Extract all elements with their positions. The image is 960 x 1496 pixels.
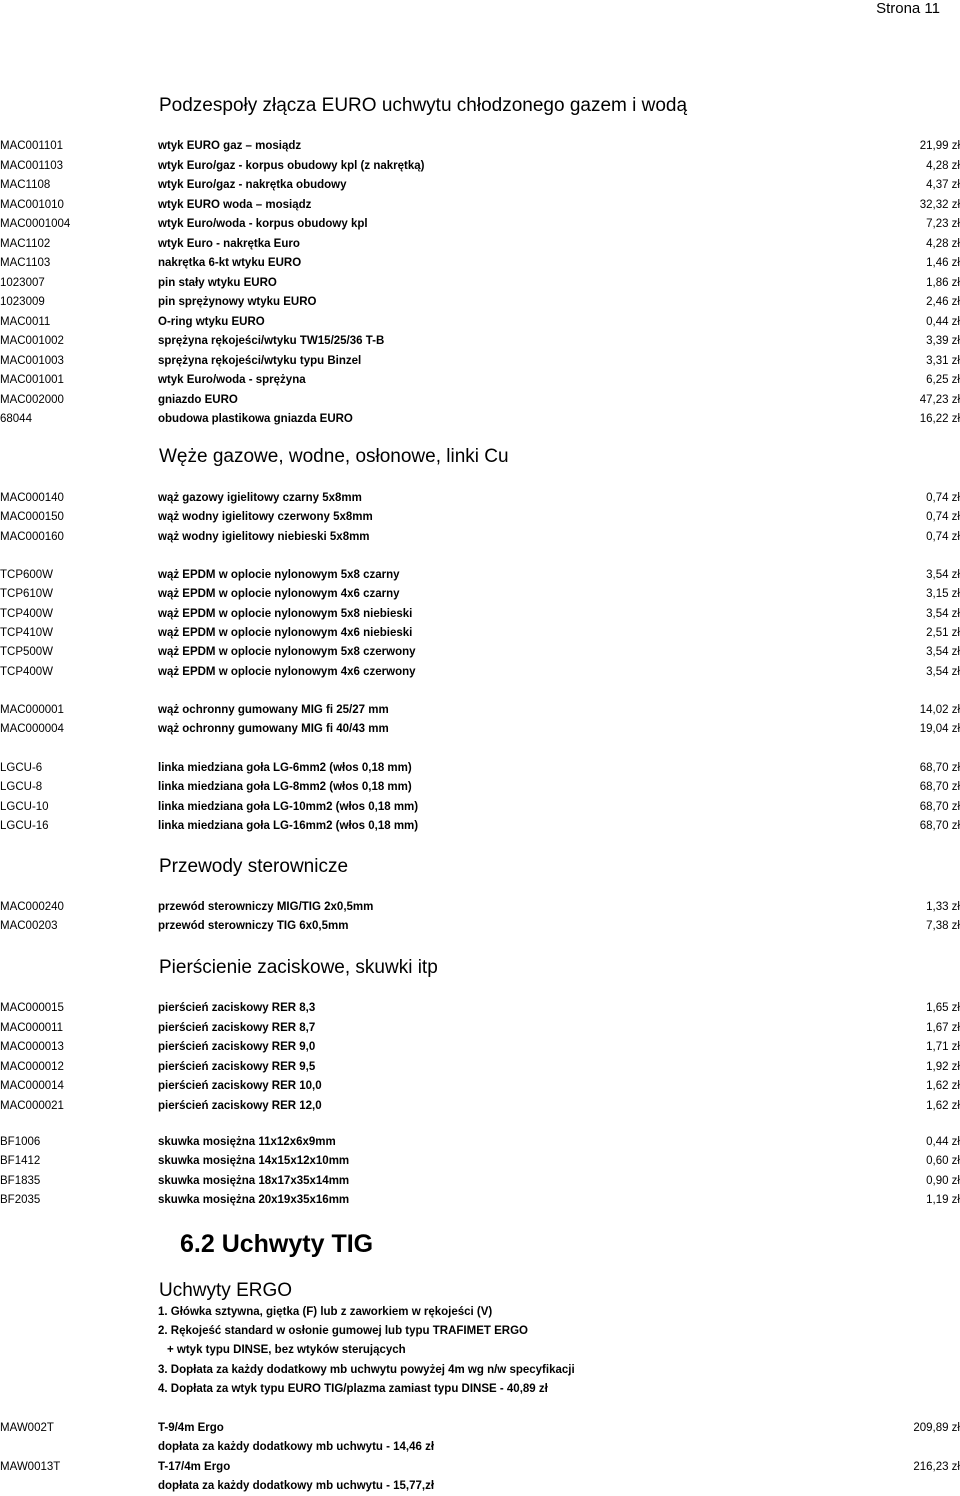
product-desc: wtyk EURO gaz – mosiądz xyxy=(158,140,302,152)
product-price: 1,62 zł xyxy=(926,1080,960,1092)
product-desc: pierścień zaciskowy RER 8,7 xyxy=(158,1021,316,1034)
product-price: 3,15 zł xyxy=(926,588,960,601)
product-code: MAC00203 xyxy=(0,920,58,933)
product-price: 14,02 zł xyxy=(919,704,960,716)
product-price: 0,74 zł xyxy=(926,492,960,504)
product-price: 68,70 zł xyxy=(919,781,960,794)
table-row xyxy=(0,508,960,527)
section-title-hoses: Węże gazowe, wodne, osłonowe, linki Cu xyxy=(159,446,509,467)
product-desc: wąż wodny igielitowy czerwony 5x8mm xyxy=(158,511,373,524)
table-row xyxy=(0,489,960,508)
table-row xyxy=(0,1097,960,1116)
table-row xyxy=(0,1172,960,1191)
product-desc: O-ring wtyku EURO xyxy=(158,315,265,328)
product-price: 47,23 zł xyxy=(919,393,960,406)
table-row xyxy=(0,1191,960,1210)
product-desc: wąż EPDM w oplocie nylonowym 5x8 czerwony xyxy=(158,646,416,659)
product-price: 3,54 zł xyxy=(926,646,960,659)
table-row xyxy=(0,1133,960,1152)
table-row xyxy=(0,1152,960,1171)
product-desc: linka miedziana goła LG-8mm2 (włos 0,18 mm) xyxy=(158,781,412,794)
table-row xyxy=(0,1419,960,1438)
table-row xyxy=(0,999,960,1018)
product-code: MAW002T xyxy=(0,1422,54,1434)
table-row xyxy=(0,371,960,390)
product-price: 4,28 zł xyxy=(926,237,960,250)
product-desc: wtyk Euro/gaz - korpus obudowy kpl (z nakrętką) xyxy=(158,159,425,172)
table-row xyxy=(0,137,960,156)
product-code: BF1006 xyxy=(0,1136,41,1148)
table-row xyxy=(0,215,960,234)
product-desc: wąż wodny igielitowy niebieski 5x8mm xyxy=(158,530,370,543)
product-code: LGCU-16 xyxy=(0,819,49,832)
product-price: 16,22 zł xyxy=(919,413,960,425)
subsection-title-ergo: Uchwyty ERGO xyxy=(159,1280,293,1301)
product-code: 68044 xyxy=(0,413,32,425)
tig-note-2b: + wtyk typu DINSE, bez wtyków sterujących xyxy=(167,1344,406,1356)
product-code: MAC000001 xyxy=(0,704,64,716)
section-title-control: Przewody sterownicze xyxy=(159,856,349,877)
product-desc: skuwka mosiężna 20x19x35x16mm xyxy=(158,1194,350,1207)
product-price: 4,28 zł xyxy=(926,159,960,172)
tig-note-2: 2. Rękojeść standard w osłonie gumowej lub typu TRAFIMET ERGO xyxy=(158,1325,528,1337)
table-row xyxy=(0,624,960,643)
product-desc: nakrętka 6-kt wtyku EURO xyxy=(158,257,302,269)
section-title-rings: Pierścienie zaciskowe, skuwki itp xyxy=(159,957,438,978)
product-code: MAC0011 xyxy=(0,315,51,328)
product-code: TCP410W xyxy=(0,626,54,639)
table-row xyxy=(0,701,960,720)
table-row xyxy=(0,176,960,195)
product-desc: gniazdo EURO xyxy=(158,393,238,406)
product-desc: T-17/4m Ergo xyxy=(158,1461,231,1473)
product-code: TCP610W xyxy=(0,588,54,601)
tig-note-4: 4. Dopłata za wtyk typu EURO TIG/plazma zamiast typu DINSE - 40,89 zł xyxy=(158,1383,548,1395)
product-price: 32,32 zł xyxy=(919,198,960,211)
product-desc: wtyk Euro/woda - sprężyna xyxy=(158,374,306,386)
product-price: 0,60 zł xyxy=(926,1155,960,1168)
product-desc: wąż EPDM w oplocie nylonowym 4x6 czerwony xyxy=(158,665,416,678)
product-price: 1,86 zł xyxy=(926,276,960,289)
product-code: MAC000140 xyxy=(0,492,64,504)
table-row xyxy=(0,293,960,312)
product-code: MAC1102 xyxy=(0,237,51,250)
product-desc: pierścień zaciskowy RER 9,5 xyxy=(158,1060,316,1073)
product-code: BF1835 xyxy=(0,1174,41,1187)
product-price: 3,54 zł xyxy=(926,569,960,581)
table-row xyxy=(0,605,960,624)
product-code: MAW0013T xyxy=(0,1461,61,1473)
table-row xyxy=(0,585,960,604)
product-desc: pierścień zaciskowy RER 9,0 xyxy=(158,1041,316,1053)
product-desc: pierścień zaciskowy RER 8,3 xyxy=(158,1002,316,1014)
product-desc: T-9/4m Ergo xyxy=(158,1422,224,1434)
table-row xyxy=(0,720,960,739)
table-row xyxy=(0,196,960,215)
product-price: 0,44 zł xyxy=(926,315,960,328)
table-row xyxy=(0,817,960,836)
product-desc: sprężyna rękojeści/wtyku typu Binzel xyxy=(158,354,362,367)
table-row xyxy=(0,1038,960,1057)
product-code: MAC000240 xyxy=(0,901,64,913)
product-price: 1,33 zł xyxy=(926,901,960,913)
table-row xyxy=(0,917,960,936)
product-price: 1,65 zł xyxy=(926,1002,960,1014)
product-code: BF2035 xyxy=(0,1194,41,1207)
product-desc: linka miedziana goła LG-6mm2 (włos 0,18 mm) xyxy=(158,762,412,774)
product-price: 0,90 zł xyxy=(926,1174,960,1187)
product-code: MAC000013 xyxy=(0,1041,64,1053)
section-title-tig: 6.2 Uchwyty TIG xyxy=(180,1230,374,1258)
table-row xyxy=(0,332,960,351)
product-code: MAC0001004 xyxy=(0,218,71,230)
product-price: 0,74 zł xyxy=(926,511,960,524)
product-price: 0,74 zł xyxy=(926,530,960,543)
page-number: Strona 11 xyxy=(876,0,940,17)
product-code: LGCU-8 xyxy=(0,781,43,794)
product-desc: wąż EPDM w oplocie nylonowym 4x6 czarny xyxy=(158,588,400,601)
table-row xyxy=(0,798,960,817)
product-price: 68,70 zł xyxy=(919,800,960,813)
table-row xyxy=(0,157,960,176)
tig-note-3: 3. Dopłata za każdy dodatkowy mb uchwytu powyżej 4m wg n/w specyfikacji xyxy=(158,1364,575,1376)
product-desc: pin sprężynowy wtyku EURO xyxy=(158,296,317,308)
product-code: 1023007 xyxy=(0,276,45,289)
product-desc: wąż gazowy igielitowy czarny 5x8mm xyxy=(158,492,362,504)
product-desc: linka miedziana goła LG-16mm2 (włos 0,18 mm) xyxy=(158,819,419,832)
product-price: 21,99 zł xyxy=(919,140,960,152)
product-price: 68,70 zł xyxy=(919,819,960,832)
product-desc: wtyk Euro/woda - korpus obudowy kpl xyxy=(158,218,368,230)
product-desc: wąż ochronny gumowany MIG fi 40/43 mm xyxy=(158,723,389,736)
tig-surcharge-1: dopłata za każdy dodatkowy mb uchwytu - 14,46 zł xyxy=(158,1441,435,1453)
product-code: MAC1108 xyxy=(0,179,51,191)
product-code: MAC000015 xyxy=(0,1002,64,1014)
product-desc: skuwka mosiężna 11x12x6x9mm xyxy=(158,1136,336,1148)
product-desc: wtyk Euro/gaz - nakrętka obudowy xyxy=(158,179,347,191)
product-code: MAC000011 xyxy=(0,1021,64,1034)
product-desc: skuwka mosiężna 18x17x35x14mm xyxy=(158,1174,350,1187)
product-code: MAC000160 xyxy=(0,530,64,543)
table-row xyxy=(0,528,960,547)
product-code: 1023009 xyxy=(0,296,45,308)
product-price: 68,70 zł xyxy=(919,762,960,774)
product-price: 3,54 zł xyxy=(926,665,960,678)
table-row xyxy=(0,1058,960,1077)
product-desc: wąż EPDM w oplocie nylonowym 4x6 niebieski xyxy=(158,626,413,639)
product-code: TCP600W xyxy=(0,569,54,581)
product-desc: skuwka mosiężna 14x15x12x10mm xyxy=(158,1155,350,1168)
product-price: 19,04 zł xyxy=(919,723,960,736)
product-price: 1,46 zł xyxy=(926,257,960,269)
product-price: 2,46 zł xyxy=(926,296,960,308)
product-price: 2,51 zł xyxy=(926,626,960,639)
table-row xyxy=(0,274,960,293)
product-code: TCP500W xyxy=(0,646,54,659)
product-desc: wtyk Euro - nakrętka Euro xyxy=(158,237,300,250)
product-code: LGCU-6 xyxy=(0,762,43,774)
table-row xyxy=(0,410,960,429)
table-row xyxy=(0,566,960,585)
section-title-euro: Podzespoły złącza EURO uchwytu chłodzonego gazem i wodą xyxy=(159,95,688,116)
product-price: 216,23 zł xyxy=(913,1461,960,1473)
product-price: 1,62 zł xyxy=(926,1099,960,1112)
table-row xyxy=(0,254,960,273)
product-desc: obudowa plastikowa gniazda EURO xyxy=(158,413,353,425)
product-desc: pierścień zaciskowy RER 10,0 xyxy=(158,1080,322,1092)
product-desc: wąż EPDM w oplocie nylonowym 5x8 czarny xyxy=(158,569,400,581)
product-desc: przewód sterowniczy TIG 6x0,5mm xyxy=(158,920,349,933)
product-code: MAC000021 xyxy=(0,1099,64,1112)
product-price: 7,38 zł xyxy=(926,920,960,933)
product-desc: sprężyna rękojeści/wtyku TW15/25/36 T-B xyxy=(158,335,385,347)
product-price: 6,25 zł xyxy=(926,374,960,386)
product-price: 3,39 zł xyxy=(926,335,960,347)
product-desc: linka miedziana goła LG-10mm2 (włos 0,18 mm) xyxy=(158,800,419,813)
product-code: MAC000012 xyxy=(0,1060,64,1073)
tig-note-1: 1. Główka sztywna, giętka (F) lub z zaworkiem w rękojeści (V) xyxy=(158,1306,493,1318)
product-code: MAC001010 xyxy=(0,198,64,211)
product-price: 3,54 zł xyxy=(926,607,960,620)
product-code: MAC000150 xyxy=(0,511,64,524)
product-price: 209,89 zł xyxy=(913,1422,960,1434)
table-row xyxy=(0,313,960,332)
table-row xyxy=(0,352,960,371)
product-code: MAC001002 xyxy=(0,335,64,347)
product-price: 1,92 zł xyxy=(926,1060,960,1073)
table-row xyxy=(0,759,960,778)
product-code: MAC001103 xyxy=(0,159,64,172)
product-desc: wtyk EURO woda – mosiądz xyxy=(158,198,312,211)
product-desc: pin stały wtyku EURO xyxy=(158,276,277,289)
product-code: MAC001003 xyxy=(0,354,64,367)
product-code: LGCU-10 xyxy=(0,800,49,813)
product-code: MAC002000 xyxy=(0,393,64,406)
product-price: 4,37 zł xyxy=(926,179,960,191)
product-code: MAC000014 xyxy=(0,1080,64,1092)
product-desc: przewód sterowniczy MIG/TIG 2x0,5mm xyxy=(158,901,374,913)
table-row xyxy=(0,1458,960,1477)
product-code: MAC1103 xyxy=(0,257,51,269)
product-desc: wąż ochronny gumowany MIG fi 25/27 mm xyxy=(158,704,389,716)
product-price: 7,23 zł xyxy=(926,218,960,230)
tig-surcharge-2: dopłata za każdy dodatkowy mb uchwytu - 15,77,zł xyxy=(158,1480,435,1492)
product-code: MAC001001 xyxy=(0,374,64,386)
table-row xyxy=(0,1019,960,1038)
table-row xyxy=(0,235,960,254)
product-price: 1,71 zł xyxy=(926,1041,960,1053)
product-code: TCP400W xyxy=(0,607,54,620)
product-code: BF1412 xyxy=(0,1155,41,1168)
table-row xyxy=(0,778,960,797)
product-desc: pierścień zaciskowy RER 12,0 xyxy=(158,1099,322,1112)
product-desc: wąż EPDM w oplocie nylonowym 5x8 niebieski xyxy=(158,607,413,620)
product-price: 1,67 zł xyxy=(926,1021,960,1034)
product-price: 1,19 zł xyxy=(926,1194,960,1207)
product-code: MAC000004 xyxy=(0,723,64,736)
table-row xyxy=(0,1077,960,1096)
product-code: MAC001101 xyxy=(0,140,64,152)
product-price: 3,31 zł xyxy=(926,354,960,367)
product-code: TCP400W xyxy=(0,665,54,678)
product-price: 0,44 zł xyxy=(926,1136,960,1148)
table-row xyxy=(0,663,960,682)
table-row xyxy=(0,391,960,410)
table-row xyxy=(0,898,960,917)
table-row xyxy=(0,643,960,662)
